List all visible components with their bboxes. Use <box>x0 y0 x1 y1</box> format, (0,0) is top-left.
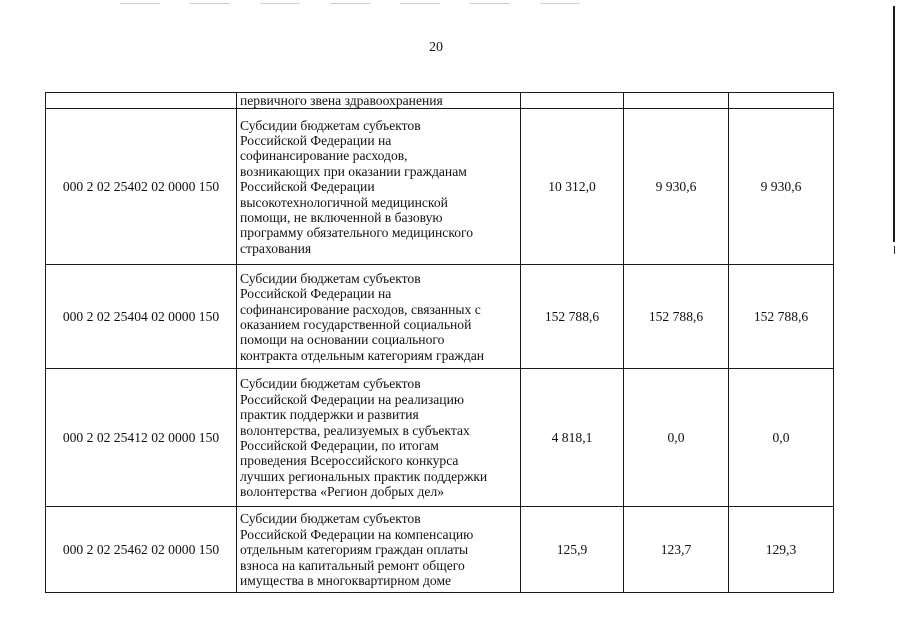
value-cell-year-1: 125,9 <box>521 507 624 593</box>
value-cell-year-2: 9 930,6 <box>624 109 729 265</box>
scan-noise-top <box>120 3 580 4</box>
budget-code-cell: 000 2 02 25404 02 0000 150 <box>46 265 237 369</box>
value-cell-year-2: 152 788,6 <box>624 265 729 369</box>
value-cell-year-2 <box>624 93 729 109</box>
value-cell-year-3: 0,0 <box>729 369 834 507</box>
description-cell: Субсидии бюджетам субъектов Российской Федерации на реализацию практик поддержки и развития волонтерства, реализуемых в субъектах Российской Федерации, по итогам проведения Всероссийского конкурса лучших региональных практик поддержки волонтерства «Регион добрых дел» <box>237 369 521 507</box>
value-cell-year-3: 129,3 <box>729 507 834 593</box>
value-cell-year-1 <box>521 93 624 109</box>
value-cell-year-2: 0,0 <box>624 369 729 507</box>
value-cell-year-2: 123,7 <box>624 507 729 593</box>
budget-code-cell: 000 2 02 25462 02 0000 150 <box>46 507 237 593</box>
budget-code-cell: 000 2 02 25412 02 0000 150 <box>46 369 237 507</box>
description-cell: Субсидии бюджетам субъектов Российской Федерации на софинансирование расходов, возникающих при оказании гражданам Российской Федерации высокотехнологичной медицинской помощи, не включенной в базовую программу обязательного медицинского страхования <box>237 109 521 265</box>
description-cell: Субсидии бюджетам субъектов Российской Федерации на компенсацию отдельным категориям граждан оплаты взноса на капитальный ремонт общего имущества в многоквартирном доме <box>237 507 521 593</box>
page-number: 20 <box>429 40 443 55</box>
value-cell-year-1: 4 818,1 <box>521 369 624 507</box>
table-row <box>46 507 834 593</box>
scan-edge-mark <box>893 6 895 242</box>
value-cell-year-1: 152 788,6 <box>521 265 624 369</box>
budget-code-cell <box>46 93 237 109</box>
scan-edge-mark-lower <box>894 246 895 254</box>
value-cell-year-3 <box>729 93 834 109</box>
table-row <box>46 369 834 507</box>
budget-code-cell: 000 2 02 25402 02 0000 150 <box>46 109 237 265</box>
value-cell-year-3: 152 788,6 <box>729 265 834 369</box>
description-cell: первичного звена здравоохранения <box>237 93 521 109</box>
table-row <box>46 265 834 369</box>
description-cell: Субсидии бюджетам субъектов Российской Федерации на софинансирование расходов, связанных с оказанием государственной социальной помощи на основании социального контракта отдельным категориям граждан <box>237 265 521 369</box>
budget-table <box>45 92 834 593</box>
value-cell-year-1: 10 312,0 <box>521 109 624 265</box>
value-cell-year-3: 9 930,6 <box>729 109 834 265</box>
table-row <box>46 109 834 265</box>
table-row <box>46 93 834 109</box>
